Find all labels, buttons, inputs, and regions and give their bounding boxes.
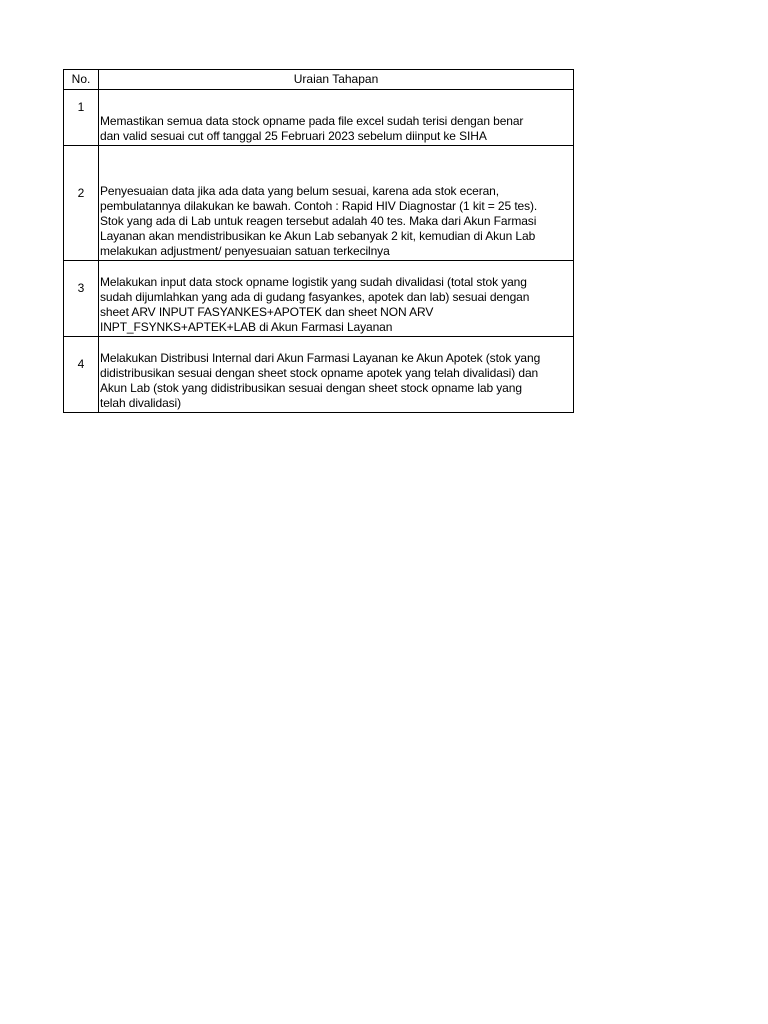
row-number: 1 — [77, 100, 85, 114]
row-description: Melakukan input data stock opname logistik yang sudah divalidasi (total stok yang sudah dijumlahkan yang ada di gudang fasyankes, apotek dan lab) sesuai dengan sheet ARV INPUT FASYANKES+APOTEK dan sheet NON ARV INPT_FSYNKS+APTEK+LAB di Akun Farmasi Layanan — [99, 261, 574, 337]
row-number: 4 — [77, 357, 85, 371]
table-row — [64, 337, 574, 413]
steps-table — [63, 69, 574, 413]
row-number-cell — [64, 261, 99, 337]
row-number-cell — [64, 146, 99, 261]
header-row — [64, 70, 574, 90]
table-row — [64, 261, 574, 337]
row-number-cell — [64, 90, 99, 146]
header-description: Uraian Tahapan — [99, 70, 574, 90]
row-description: Melakukan Distribusi Internal dari Akun Farmasi Layanan ke Akun Apotek (stok yang didistribusikan sesuai dengan sheet stock opname apotek yang telah divalidasi) dan Akun Lab (stok yang didistribusikan sesuai dengan sheet stock opname lab yang telah divalidasi) — [99, 337, 574, 413]
row-description: Penyesuaian data jika ada data yang belum sesuai, karena ada stok eceran, pembulatannya dilakukan ke bawah. Contoh : Rapid HIV Diagnostar (1 kit = 25 tes). Stok yang ada di Lab untuk reagen tersebut adalah 40 tes. Maka dari Akun Farmasi Layanan akan mendistribusikan ke Akun Lab sebanyak 2 kit, kemudian di Akun Lab melakukan adjustment/ penyesuaian satuan terkecilnya — [99, 146, 574, 261]
row-number: 2 — [77, 185, 85, 200]
header-no: No. — [64, 70, 99, 90]
table-row — [64, 90, 574, 146]
table-row — [64, 146, 574, 261]
row-number: 3 — [77, 281, 85, 295]
row-number-cell — [64, 337, 99, 413]
row-description: Memastikan semua data stock opname pada file excel sudah terisi dengan benar dan valid sesuai cut off tanggal 25 Februari 2023 sebelum diinput ke SIHA — [99, 90, 574, 146]
